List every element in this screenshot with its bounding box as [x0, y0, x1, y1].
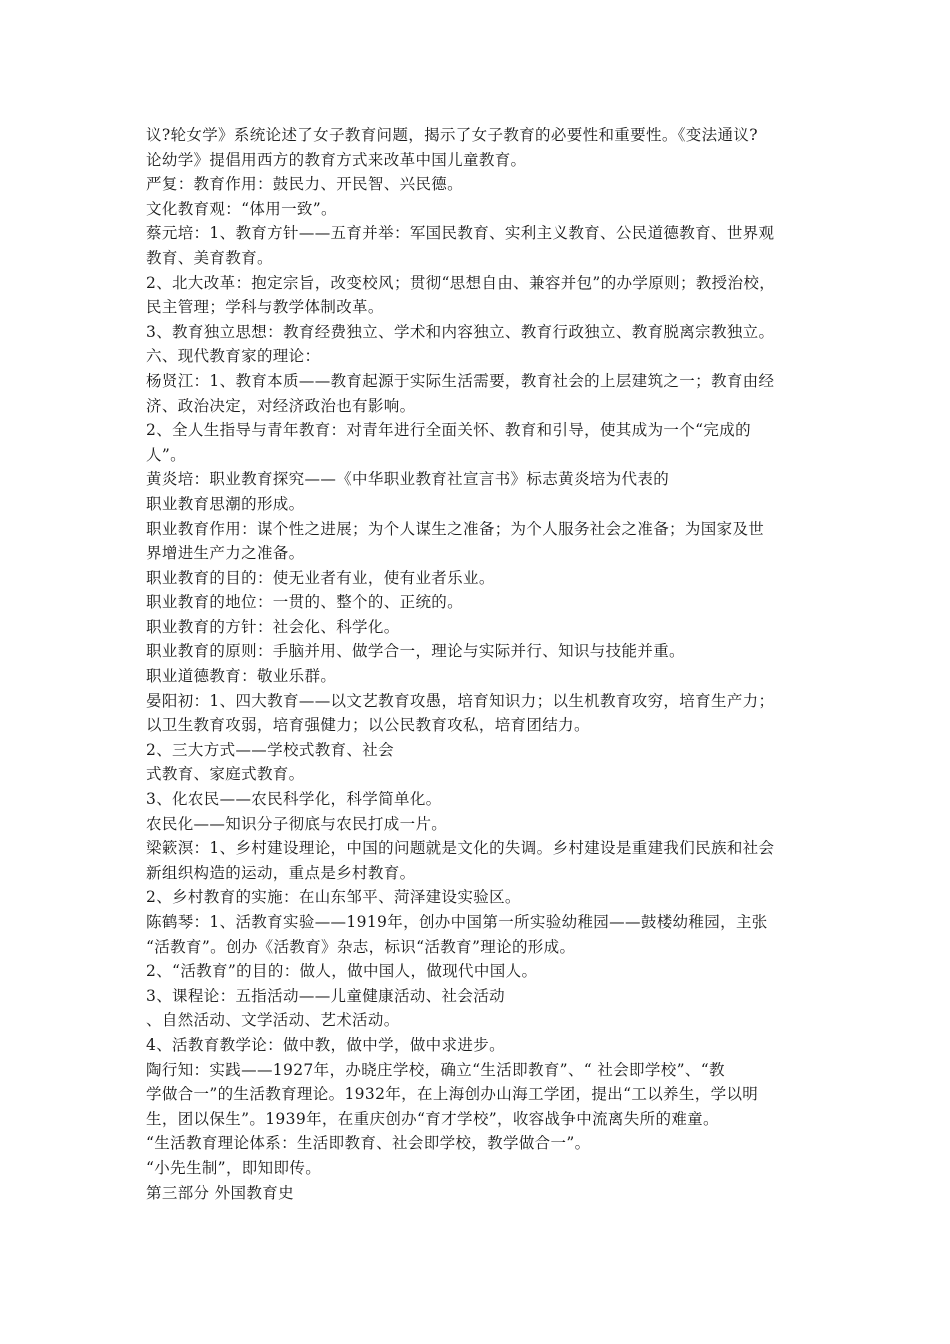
section-heading: 六、现代教育家的理论： [146, 347, 321, 366]
text-line: 民主管理；学科与教学体制改革。 [146, 298, 384, 317]
text-line: 论幼学》提倡用西方的教育方式来改革中国儿童教育。 [146, 150, 527, 169]
text-line: 文化教育观：“体用一致”。 [146, 199, 337, 218]
text-line: 晏阳初：1、四大教育——以文艺教育攻愚，培育知识力；以生机教育攻穷，培育生产力； [146, 691, 775, 710]
text-line: 3、课程论：五指活动——儿童健康活动、社会活动 [146, 986, 505, 1005]
text-line: 蔡元培：1、教育方针——五育并举：军国民教育、实利主义教育、公民道德教育、世界观 [146, 224, 775, 243]
text-line: 3、教育独立思想：教育经费独立、学术和内容独立、教育行政独立、教育脱离宗教独立。 [146, 322, 775, 341]
document-body [146, 123, 816, 1205]
text-line: 杨贤江：1、教育本质——教育起源于实际生活需要，教育社会的上层建筑之一；教育由经 [146, 371, 775, 390]
text-line: 梁簌溟：1、乡村建设理论，中国的问题就是文化的失调。乡村建设是重建我们民族和社会 [146, 839, 775, 858]
text-line: 学做合一”的生活教育理论。1932年，在上海创办山海工学团，提出“工以养生，学以明 [146, 1085, 759, 1104]
text-line: 2、北大改革：抱定宗旨，改变校风；贯彻“思想自由、兼容并包”的办学原则；教授治校， [146, 273, 776, 292]
text-line: 职业教育的方针：社会化、科学化。 [146, 617, 400, 636]
text-line: 农民化——知识分子彻底与农民打成一片。 [146, 814, 448, 833]
text-line: 陶行知：实践——1927年，办晓庄学校，确立“生活即教育”、“ 社会即学校”、“教 [146, 1060, 725, 1079]
text-line: 2、全人生指导与青年教育：对青年进行全面关怀、教育和引导，使其成为一个“完成的 [146, 421, 751, 440]
text-line: 以卫生教育攻弱，培育强健力；以公民教育攻私，培育团结力。 [146, 716, 590, 735]
text-line: 职业教育的地位：一贯的、整个的、正统的。 [146, 593, 464, 612]
text-line: 职业道德教育：敬业乐群。 [146, 667, 337, 686]
text-line: 2、“活教育”的目的：做人，做中国人，做现代中国人。 [146, 962, 538, 981]
text-line: 式教育、家庭式教育。 [146, 765, 305, 784]
text-line: 职业教育思潮的形成。 [146, 494, 305, 513]
text-line: 济、政治决定，对经济政治也有影响。 [146, 396, 416, 415]
text-line: 陈鹤琴：1、活教育实验——1919年，创办中国第一所实验幼稚园——鼓楼幼稚园，主张 [146, 913, 768, 931]
text-line: 职业教育作用：谋个性之进展；为个人谋生之准备；为个人服务社会之准备；为国家及世 [146, 519, 765, 538]
text-line: “活教育”。创办《活教育》杂志，标识“活教育”理论的形成。 [146, 937, 576, 956]
text-line: 严复：教育作用：鼓民力、开民智、兴民德。 [146, 175, 464, 194]
text-line: 教育、美育教育。 [146, 248, 273, 267]
text-line: 黄炎培：职业教育探究——《中华职业教育社宣言书》标志黄炎培为代表的 [146, 470, 670, 489]
text-line: 4、活教育教学论：做中教，做中学，做中求进步。 [146, 1035, 505, 1054]
text-line: 3、化农民——农民科学化，科学简单化。 [146, 790, 442, 809]
text-line: 新组织构造的运动，重点是乡村教育。 [146, 863, 416, 882]
text-line: 2、三大方式——学校式教育、社会 [146, 740, 394, 759]
text-line: 2、乡村教育的实施：在山东邹平、菏泽建设实验区。 [146, 888, 521, 907]
text-line: 生，团以保生”。1939年，在重庆创办“育才学校”，收容战争中流离失所的难童。 [146, 1109, 719, 1128]
text-line: 职业教育的目的：使无业者有业，使有业者乐业。 [146, 568, 495, 587]
text-line: 职业教育的原则：手脑并用、做学合一，理论与实际并行、知识与技能并重。 [146, 642, 685, 661]
text-line: 议?轮女学》系统论述了女子教育问题，揭示了女子教育的必要性和重要性。《变法通议? [146, 126, 758, 144]
text-line: 人”。 [146, 445, 186, 464]
text-line: 界增进生产力之准备。 [146, 544, 305, 563]
text-line: “小先生制”，即知即传。 [146, 1158, 322, 1177]
text-line: 、自然活动、文学活动、艺术活动。 [146, 1011, 400, 1030]
part-heading: 第三部分 外国教育史 [146, 1183, 294, 1202]
text-line: “生活教育理论体系：生活即教育、社会即学校，教学做合一”。 [146, 1134, 591, 1153]
